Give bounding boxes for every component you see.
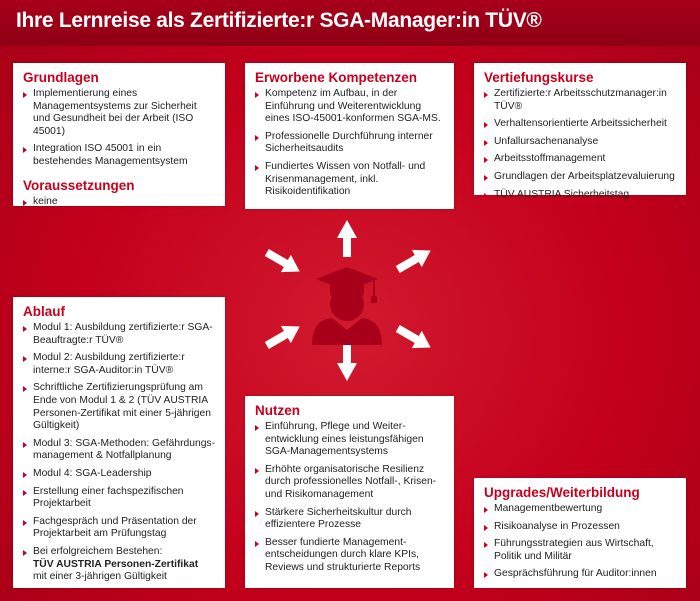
graduate-person-icon [312,267,382,345]
vertiefung-list [484,88,677,201]
grundlagen-box [13,63,225,206]
list-item [23,546,216,584]
list-item: Einführung, Pflege und Weiter-entwicklung eines leistungsfähigen SGA-Managementsystems [255,421,445,459]
upgrades-list [484,503,677,581]
list-item: Erstellung einer fachspezifischen Projektarbeit [23,486,216,511]
list-item: Schriftliche Zertifizierungsprüfung am Ende von Modul 1 & 2 (TÜV AUSTRIA Personen-Zertifikat mit einer 5-jährigen Gültigkeit) [23,382,216,432]
arrow-icon [337,344,357,381]
center-graphic [252,205,442,395]
list-item: TÜV AUSTRIA Sicherheitstag [484,189,677,202]
list-item: Modul 1: Ausbildung zertifizierte:r SGA-Beauftragte:r TÜV® [23,322,216,347]
arrow-icon [262,244,305,280]
list-item: Kompetenz im Aufbau, in der Einführung und Weiterentwicklung eines ISO-45001-konformen SGA-MS. [255,88,445,126]
list-item: Implementierung eines Managementsystems zur Sicherheit und Gesundheit bei der Arbeit (ISO 45001) [23,88,216,138]
list-item: Modul 2: Ausbildung zertifizierte:r interne:r SGA-Auditor:in TÜV® [23,352,216,377]
list-item: Fundiertes Wissen von Notfall- und Krisenmanagement, inkl. Risikoidentifikation [255,161,445,199]
list-item: Integration ISO 45001 in ein bestehendes Managementsystem [23,143,216,168]
arrow-icon [393,242,436,278]
page-title: Ihre Lernreise als Zertifizierte:r SGA-Manager:in TÜV® [16,9,542,32]
list-item: Arbeitsstoffmanagement [484,153,677,166]
arrow-icon [262,318,305,354]
voraussetzungen-value: keine [23,196,216,207]
ablauf-last-prefix: Bei erfolgreichem Bestehen: [33,545,163,557]
list-item: Verhaltensorientierte Arbeitssicherheit [484,118,677,131]
list-item: Modul 3: SGA-Methoden: Gefährdungs-management & Notfallplanung [23,438,216,463]
list-item: Führungsstrategien aus Wirtschaft, Politik und Militär [484,538,677,563]
list-item: Besser fundierte Management-entscheidungen durch klare KPIs, Reviews und strukturierte Reports [255,537,445,575]
list-item: Zertifizierte:r Arbeitsschutzmanager:in TÜV® [484,88,677,113]
nutzen-box [245,396,454,588]
vertiefung-title: Vertiefungskurse [484,70,594,85]
voraussetzungen-title: Voraussetzungen [23,177,135,193]
kompetenzen-box [245,63,454,209]
nutzen-list [255,421,445,575]
ablauf-last-bold: TÜV AUSTRIA Personen-Zertifikat [33,558,199,570]
arrow-icon [337,220,357,257]
list-item: Stärkere Sicherheitskultur durch effizientere Prozesse [255,507,445,532]
list-item: Modul 4: SGA-Leadership [23,468,216,481]
list-item: Managementbewertung [484,503,677,516]
upgrades-title: Upgrades/Weiterbildung [484,485,640,500]
ablauf-box [13,297,225,588]
grundlagen-list [23,88,216,169]
ablauf-list [23,322,216,584]
kompetenzen-list [255,88,445,199]
list-item: Professionelle Durchführung interner Sicherheitsaudits [255,131,445,156]
grundlagen-title: Grundlagen [23,70,99,85]
arrow-icon [393,320,436,356]
header-bar [0,0,700,46]
vertiefung-box [474,63,686,200]
ablauf-title: Ablauf [23,304,65,319]
list-item: Unfallursachenanalyse [484,136,677,149]
list-item: Grundlagen der Arbeitsplatzevaluierung [484,171,677,184]
kompetenzen-title: Erworbene Kompetenzen [255,70,418,85]
upgrades-box [474,478,686,588]
list-item: Risikoanalyse in Prozessen [484,521,677,534]
list-item: Fachgespräch und Präsentation der Projektarbeit am Prüfungstag [23,516,216,541]
nutzen-title: Nutzen [255,403,300,418]
list-item: Gesprächsführung für Auditor:innen [484,568,677,581]
ablauf-last-suffix: mit einer 3-jährigen Gültigkeit [33,571,167,583]
center-svg [252,205,442,395]
list-item: Erhöhte organisatorische Resilienz durch professionelles Notfall-, Krisen- und Risikomanagement [255,464,445,502]
